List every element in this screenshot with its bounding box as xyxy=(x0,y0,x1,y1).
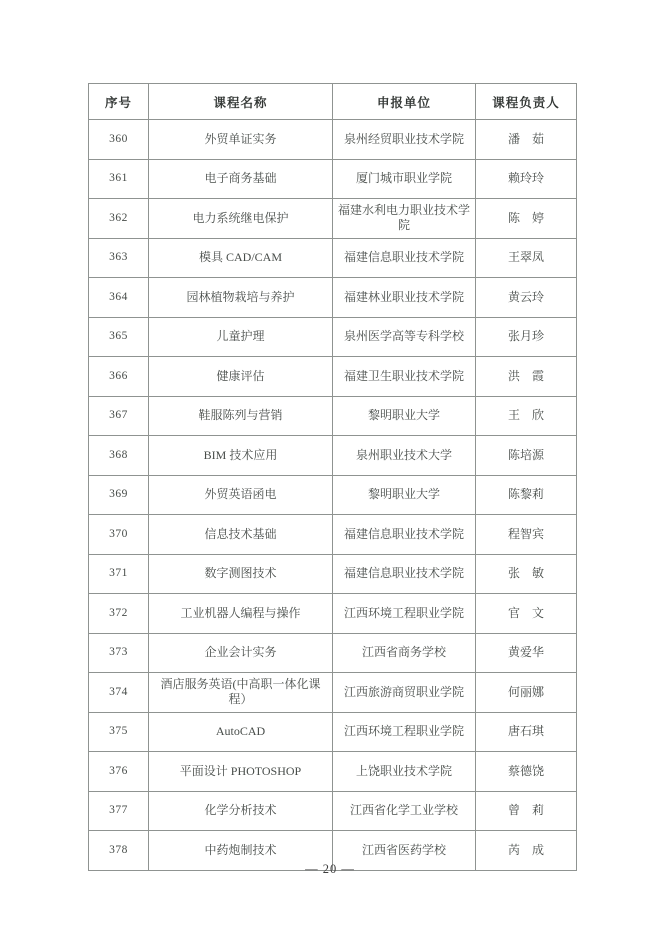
cell-index: 372 xyxy=(89,594,149,634)
cell-leader: 赖玲玲 xyxy=(476,159,577,199)
cell-index: 373 xyxy=(89,633,149,673)
cell-leader: 张 敏 xyxy=(476,554,577,594)
cell-index: 362 xyxy=(89,199,149,239)
cell-index: 368 xyxy=(89,436,149,476)
table-row xyxy=(89,673,577,713)
cell-leader: 王翠凤 xyxy=(476,238,577,278)
table-row xyxy=(89,278,577,318)
table-row xyxy=(89,475,577,515)
table-row xyxy=(89,396,577,436)
course-table xyxy=(88,83,577,871)
cell-leader: 潘 茹 xyxy=(476,120,577,160)
cell-leader: 张月珍 xyxy=(476,317,577,357)
cell-leader: 王 欣 xyxy=(476,396,577,436)
table-row xyxy=(89,199,577,239)
cell-leader: 陈 婷 xyxy=(476,199,577,239)
column-header-course: 课程名称 xyxy=(149,84,333,120)
cell-unit: 福建水利电力职业技术学院 xyxy=(333,199,476,239)
cell-leader: 唐石琪 xyxy=(476,712,577,752)
cell-leader: 官 文 xyxy=(476,594,577,634)
table-row xyxy=(89,159,577,199)
cell-unit: 泉州医学高等专科学校 xyxy=(333,317,476,357)
cell-course: 平面设计 PHOTOSHOP xyxy=(149,752,333,792)
cell-course: 电子商务基础 xyxy=(149,159,333,199)
table-row xyxy=(89,436,577,476)
cell-index: 364 xyxy=(89,278,149,318)
table-body xyxy=(89,120,577,871)
cell-unit: 福建信息职业技术学院 xyxy=(333,238,476,278)
cell-leader: 黄云玲 xyxy=(476,278,577,318)
cell-index: 367 xyxy=(89,396,149,436)
table-header xyxy=(89,84,577,120)
cell-leader: 蔡德饶 xyxy=(476,752,577,792)
table-row xyxy=(89,554,577,594)
cell-unit: 江西省医药学校 xyxy=(333,831,476,871)
cell-index: 361 xyxy=(89,159,149,199)
cell-course: 企业会计实务 xyxy=(149,633,333,673)
cell-index: 360 xyxy=(89,120,149,160)
cell-unit: 泉州经贸职业技术学院 xyxy=(333,120,476,160)
cell-leader: 何丽娜 xyxy=(476,673,577,713)
cell-unit: 上饶职业技术学院 xyxy=(333,752,476,792)
cell-index: 375 xyxy=(89,712,149,752)
cell-unit: 江西省化学工业学校 xyxy=(333,791,476,831)
cell-unit: 厦门城市职业学院 xyxy=(333,159,476,199)
column-header-index: 序号 xyxy=(89,84,149,120)
cell-unit: 福建卫生职业技术学院 xyxy=(333,357,476,397)
cell-unit: 泉州职业技术大学 xyxy=(333,436,476,476)
table-row xyxy=(89,791,577,831)
cell-course: 酒店服务英语(中高职一体化课程） xyxy=(149,673,333,713)
cell-course: 儿童护理 xyxy=(149,317,333,357)
cell-course: 化学分析技术 xyxy=(149,791,333,831)
header-row xyxy=(89,84,577,120)
cell-course: 外贸英语函电 xyxy=(149,475,333,515)
cell-unit: 福建信息职业技术学院 xyxy=(333,554,476,594)
cell-course: 鞋服陈列与营销 xyxy=(149,396,333,436)
page-number: — 20 — xyxy=(305,862,355,876)
cell-course: 外贸单证实务 xyxy=(149,120,333,160)
cell-leader: 曾 莉 xyxy=(476,791,577,831)
table-row xyxy=(89,594,577,634)
cell-leader: 芮 成 xyxy=(476,831,577,871)
cell-leader: 陈黎莉 xyxy=(476,475,577,515)
table-row xyxy=(89,752,577,792)
table-row xyxy=(89,515,577,555)
cell-leader: 洪 霞 xyxy=(476,357,577,397)
cell-course: AutoCAD xyxy=(149,712,333,752)
cell-leader: 陈培源 xyxy=(476,436,577,476)
cell-course: 信息技术基础 xyxy=(149,515,333,555)
table-row xyxy=(89,357,577,397)
cell-course: 模具 CAD/CAM xyxy=(149,238,333,278)
column-header-unit: 申报单位 xyxy=(333,84,476,120)
cell-course: 工业机器人编程与操作 xyxy=(149,594,333,634)
cell-unit: 江西旅游商贸职业学院 xyxy=(333,673,476,713)
cell-course: 数字测图技术 xyxy=(149,554,333,594)
cell-course: 健康评估 xyxy=(149,357,333,397)
cell-course: BIM 技术应用 xyxy=(149,436,333,476)
cell-course: 园林植物栽培与养护 xyxy=(149,278,333,318)
cell-index: 376 xyxy=(89,752,149,792)
cell-unit: 福建信息职业技术学院 xyxy=(333,515,476,555)
cell-index: 369 xyxy=(89,475,149,515)
cell-index: 365 xyxy=(89,317,149,357)
cell-index: 378 xyxy=(89,831,149,871)
cell-unit: 江西环境工程职业学院 xyxy=(333,712,476,752)
cell-index: 370 xyxy=(89,515,149,555)
table-row xyxy=(89,633,577,673)
cell-index: 363 xyxy=(89,238,149,278)
cell-unit: 福建林业职业技术学院 xyxy=(333,278,476,318)
cell-unit: 黎明职业大学 xyxy=(333,396,476,436)
cell-index: 374 xyxy=(89,673,149,713)
cell-index: 366 xyxy=(89,357,149,397)
table-row xyxy=(89,712,577,752)
cell-index: 377 xyxy=(89,791,149,831)
cell-index: 371 xyxy=(89,554,149,594)
table-row xyxy=(89,317,577,357)
table-row xyxy=(89,120,577,160)
column-header-leader: 课程负责人 xyxy=(476,84,577,120)
cell-unit: 江西环境工程职业学院 xyxy=(333,594,476,634)
table-row xyxy=(89,238,577,278)
cell-unit: 黎明职业大学 xyxy=(333,475,476,515)
cell-leader: 程智宾 xyxy=(476,515,577,555)
cell-unit: 江西省商务学校 xyxy=(333,633,476,673)
cell-leader: 黄爱华 xyxy=(476,633,577,673)
cell-course: 电力系统继电保护 xyxy=(149,199,333,239)
cell-course: 中药炮制技术 xyxy=(149,831,333,871)
